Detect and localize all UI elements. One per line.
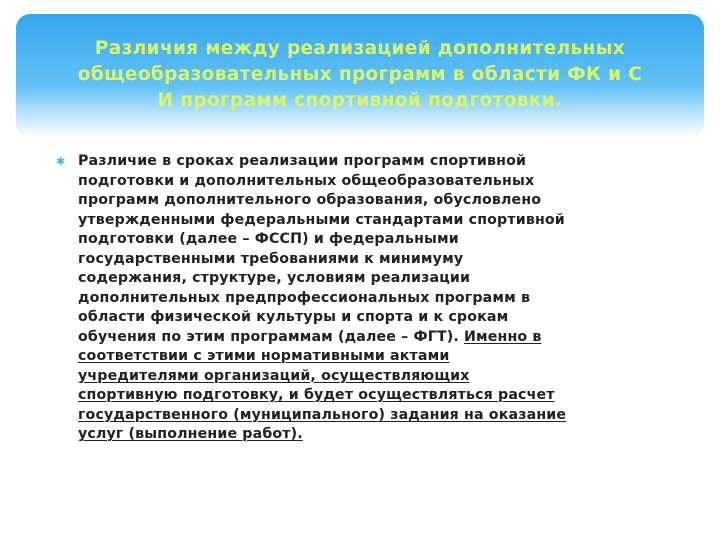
slide-content <box>56 152 678 445</box>
bullet-text <box>78 152 678 445</box>
slide-title: Различия между реализацией дополнительных общеобразовательных программ в области ФК и С И программ спортивной подготовки. <box>77 38 643 111</box>
bullet-plain-text: Различие в сроках реализации программ спортивной подготовки и дополнительных общеобразовательных программ дополнительного образования, обусловлено утвержденными федеральными стандартами спортивной подготовки (далее – ФССП) и федеральными государственными требованиями к минимуму содержания, структуре, условиям реализации дополнительных предпрофессиональных программ в области физической культуры и спорта и к срокам обучения по этим программам (далее – ФГТ). <box>78 153 565 345</box>
bullet-item <box>56 152 678 445</box>
star-bullet-icon: ✱ <box>56 155 66 168</box>
bullet-underlined-text: Именно в соответствии с этими нормативными актами учредителями организаций, осуществляющих спортивную подготовку, и будет осуществляться расчет государственного (муниципального) задания на оказание услуг (выполнение работ). <box>78 328 567 442</box>
